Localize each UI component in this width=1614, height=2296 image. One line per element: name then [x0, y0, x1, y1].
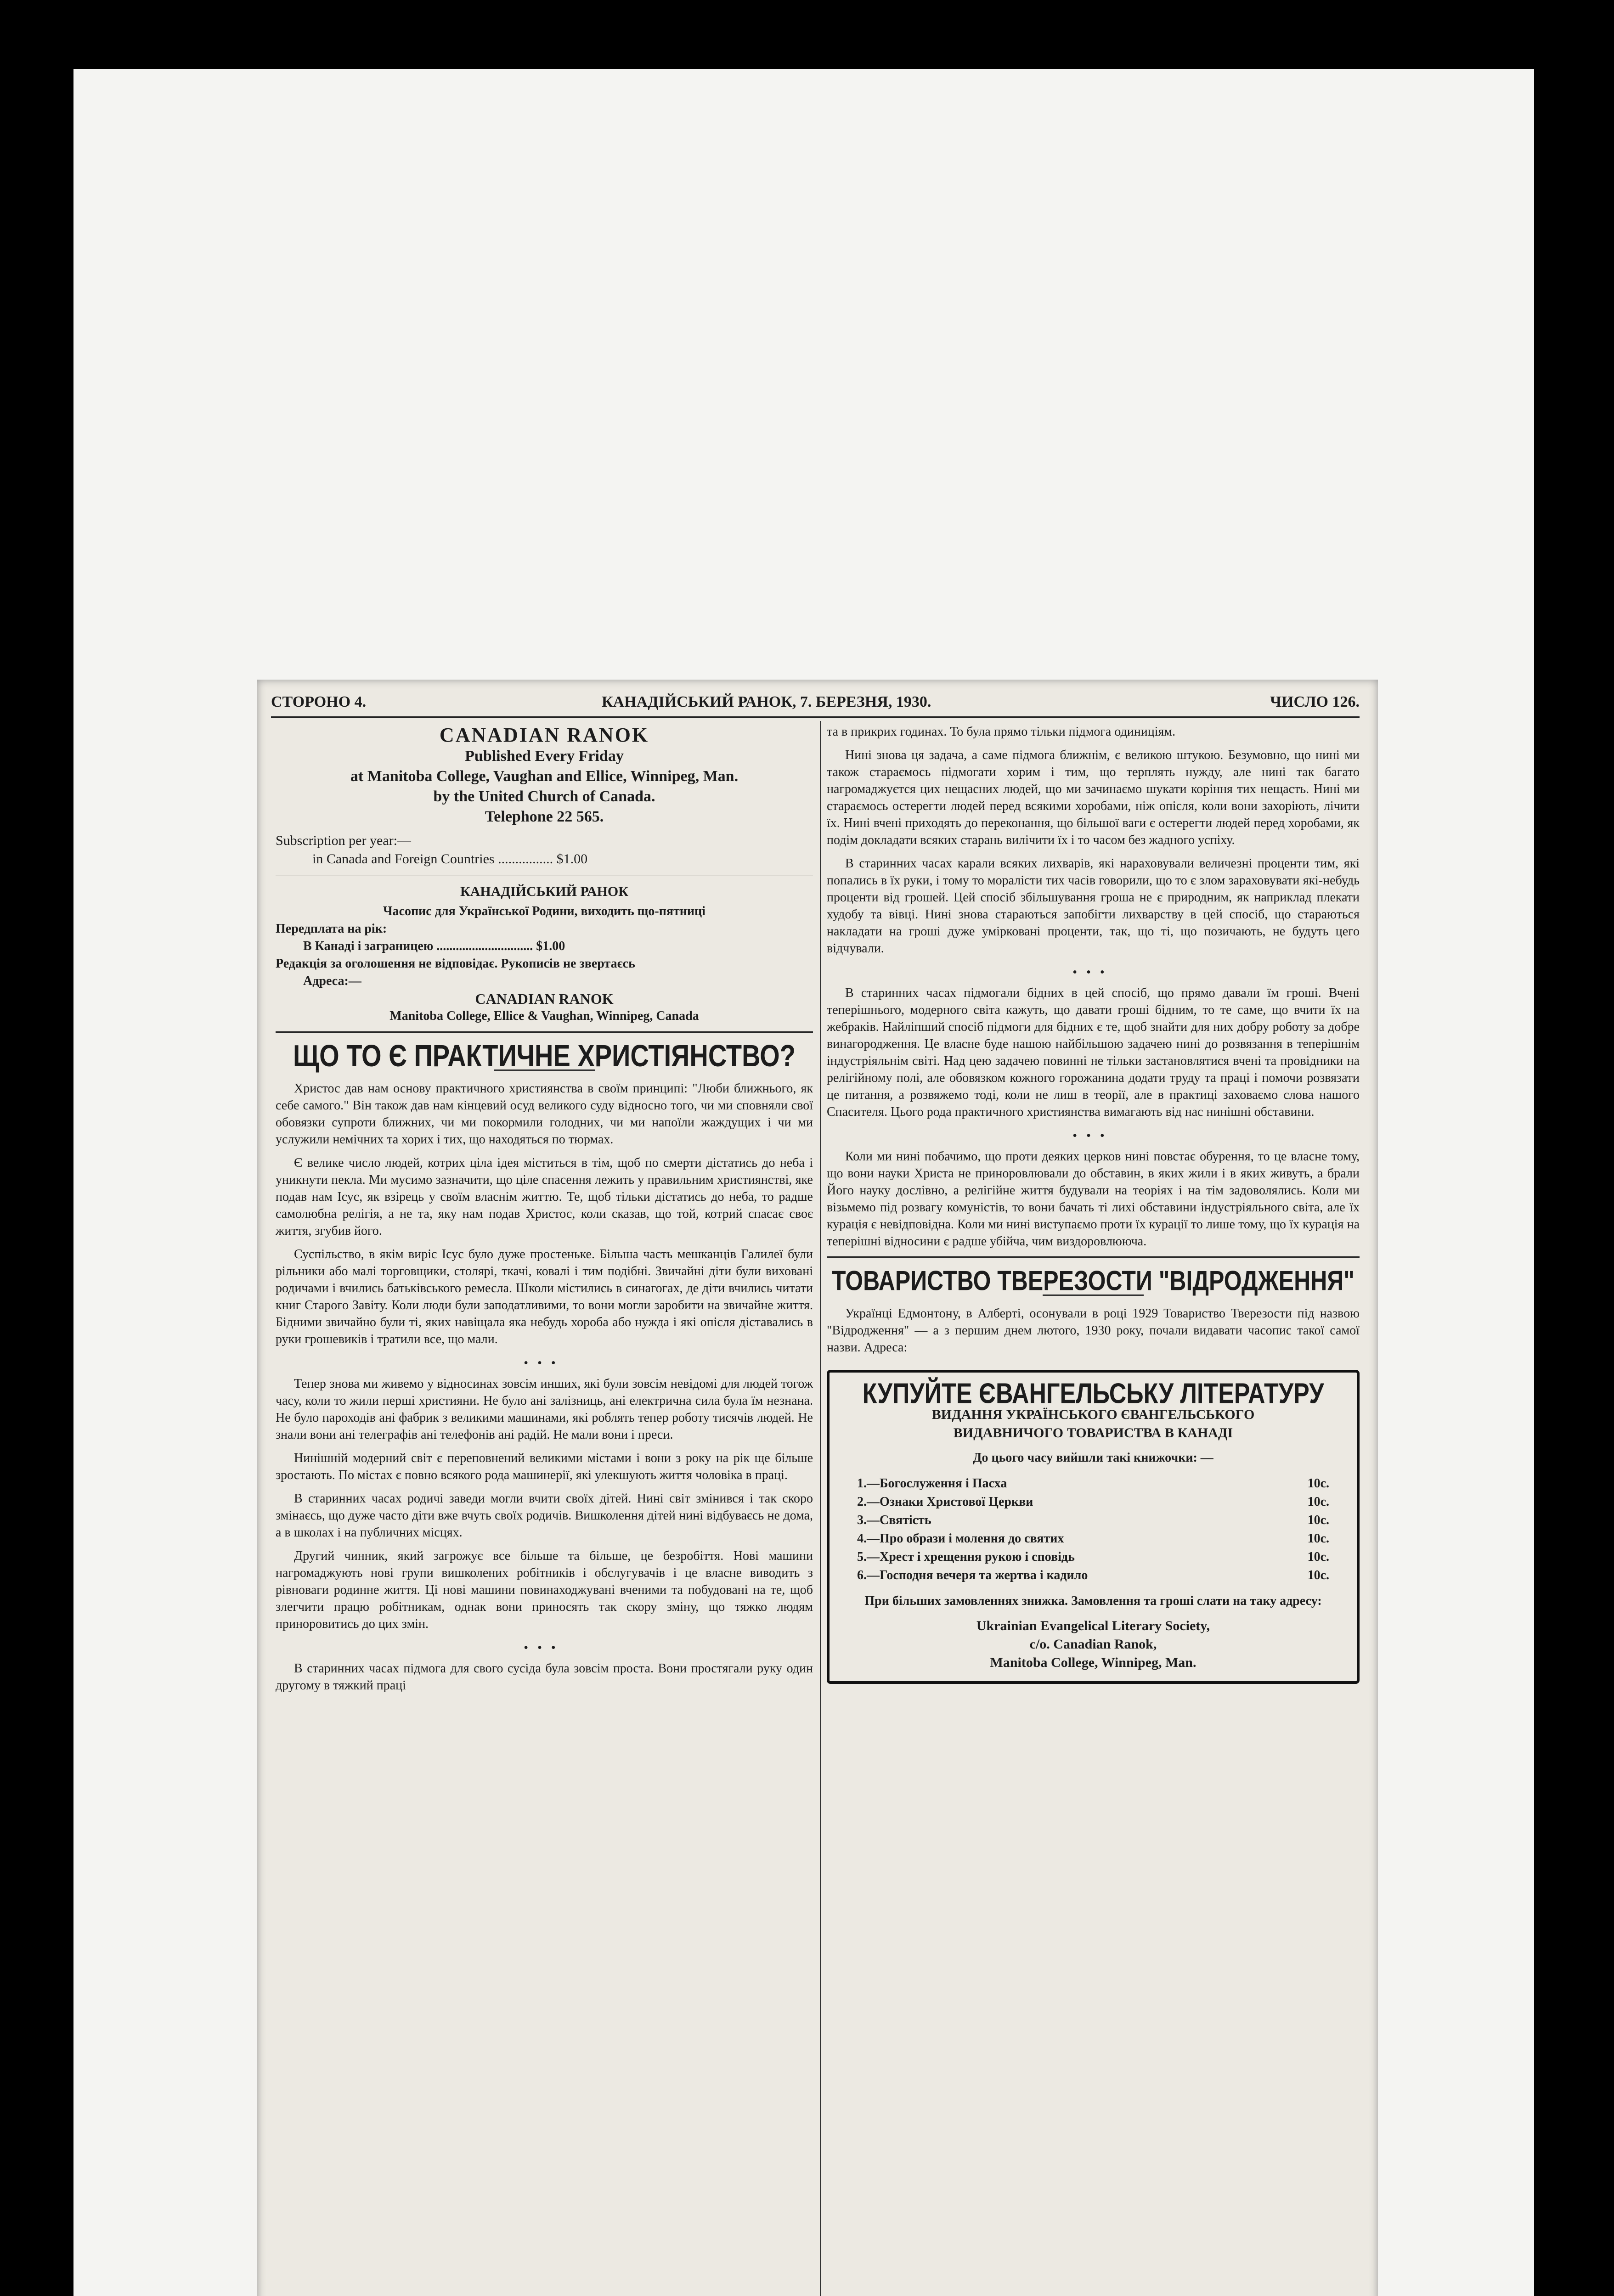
- subscription-price: in Canada and Foreign Countries ................ $1.00: [312, 851, 588, 867]
- issue-number: ЧИСЛО 126.: [1270, 693, 1360, 710]
- paper-title-date: КАНАДІЙСЬКИЙ РАНОК, 7. БЕРЕЗНЯ, 1930.: [602, 693, 931, 710]
- article-headline: ЩО ТО Є ПРАКТИЧНЕ ХРИСТІЯНСТВО?: [293, 1038, 796, 1073]
- masthead-line: by the United Church of Canada.: [433, 788, 655, 805]
- column-rule: [820, 721, 821, 2296]
- paragraph: В старинних часах підмога для свого сусіда була зовсім проста. Вони простягали руку один другому в тяжкий праці: [276, 1661, 813, 1693]
- masthead: [276, 726, 813, 827]
- section-dots: •••: [524, 1356, 565, 1370]
- ua-masthead-line: Адреса:—: [303, 974, 361, 988]
- book-item: [857, 1493, 1329, 1511]
- book-item: [857, 1511, 1329, 1530]
- page-header: [271, 689, 1360, 718]
- ua-masthead-line: В Канаді і заграницею .............................. $1.00: [303, 939, 565, 953]
- masthead-phone: Telephone 22 565.: [485, 808, 604, 825]
- book-item: [857, 1566, 1329, 1585]
- section-dots: •••: [1072, 1129, 1114, 1143]
- paragraph: В старинних часах родичі заведи могли вчити своїх дітей. Нині світ змінився і так скоро змінаєсь, що дуже часто діти вже вчуть своїх родичів. Вишколення дітей нині відбуваєсь не дома, а в школах і на публичних місцях.: [276, 1491, 813, 1540]
- ad-title: КУПУЙТЕ ЄВАНГЕЛЬСЬКУ ЛІТЕРАТУРУ: [862, 1378, 1324, 1410]
- masthead-line: Published Every Friday: [465, 748, 624, 765]
- ad-note: При більших замовленнях знижка. Замовлення та гроші слати на таку адресу:: [864, 1594, 1322, 1608]
- masthead-line: at Manitoba College, Vaughan and Ellice, Winnipeg, Man.: [350, 768, 739, 785]
- paragraph: та в прикрих годинах. То була прямо тільки підмога одиниціям.: [827, 725, 1176, 739]
- divider: [276, 1031, 813, 1033]
- book-list: [857, 1474, 1329, 1585]
- ua-masthead-line: Часопис для Української Родини, виходить що-пятниці: [383, 904, 705, 918]
- book-name: 3.—Святість: [857, 1513, 931, 1527]
- section-dots: •••: [1072, 965, 1114, 979]
- right-column: [827, 723, 1360, 1684]
- book-price: 10с.: [1307, 1568, 1329, 1582]
- advertisement-box: [827, 1370, 1360, 1684]
- article-headline: ТОВАРИСТВО ТВЕРЕЗОСТИ "ВІДРОДЖЕННЯ": [831, 1265, 1354, 1296]
- book-name: 4.—Про образи і молення до святих: [857, 1531, 1064, 1546]
- book-item: [857, 1530, 1329, 1548]
- paragraph: В старинних часах підмогали бідних в цей спосіб, що прямо давали їм гроші. Вчені теперішнього, модерного світа кажуть, що давати гроші бідним, то те саме, що вчити їх на жебраків. Найліпший спосіб підмоги для бідних є те, щоб знайти для них добру роботу за добре винагородження. Це власне буде нашою найбільшою задачею нині до розвязання в теперішнім індустріяльнім світі. Над цею задачею повинні не тільки застановлятися вчені та провідники на релігійному полі, але обовязком кожного горожанина додати труду та праці і помочи розвязати це питання, а розвяжемо тоді, коли не лиш в теорії, але в практиці заховаємо слова нашого Спасителя. Цього рода практичного християнства вимагають від нас нинішні обставини.: [827, 986, 1360, 1119]
- paragraph: Тепер знова ми живемо у відносинах зовсім инших, які були зовсім невідомі для людей тогож часу, коли то жили перші християни. Не було ані залізниць, ані електрична сила була їм незнана. Не було пароходів ані фабрик з великими машинами, які роблять тепер роботу тисячів людей. Не знали вони ані телеграфів ані телефонів ані радій. Не мали вони і преси.: [276, 1377, 813, 1442]
- paragraph: Суспільство, в якім виріс Ісус було дуже простеньке. Більша часть мешканців Галилеї були рільники або малі торговщики, столярі, ткачі, ковалі і тим подібні. Звичайні діти були виховані родичами і вчились батьківського ремесла. Школи містились в синагогах, де діти вчились читати книг Старого Завіту. Коли люди були заподатливими, то вони могли заробити на звичайне життя. Бідними звичайно були ті, яких навіщала яка небудь хороба або нужда і які опісля діставались в руки грошевиків і тратили все, що мали.: [276, 1247, 813, 1346]
- ad-subtitle: ВИДАВНИЧОГО ТОВАРИСТВА В КАНАДІ: [953, 1425, 1233, 1441]
- paragraph: Нині знова ця задача, а саме підмога ближнім, є великою штукою. Безумовно, що нині ми також стараємось підмогати хорим і тим, що терплять нужду, але нині так багато нагромаджуєтся цих нещасних людей, що ми зачинаємо шукати коріння тих нещасть. Нині ми стараємось остерегти людей перед всякими хоробами, ніж опісля, коли вони захоріють, лічити їх. Нині вчені приходять до переконання, що більшої ваги є остерегти людей перед хоробами, як подім докладати всяких старань вилічити їх і то часом без жадного успіху.: [827, 748, 1360, 847]
- newspaper-page: [257, 680, 1378, 2296]
- ua-masthead-title: КАНАДІЙСЬКИЙ РАНОК: [460, 884, 629, 899]
- masthead-title: CANADIAN RANOK: [439, 724, 649, 746]
- book-price: 10с.: [1307, 1550, 1329, 1564]
- divider: [276, 875, 813, 876]
- book-name: 6.—Господня вечеря та жертва і кадило: [857, 1568, 1088, 1582]
- address-line: Manitoba College, Winnipeg, Man.: [990, 1655, 1196, 1670]
- address-line: c/o. Canadian Ranok,: [1029, 1637, 1157, 1652]
- book-price: 10с.: [1307, 1513, 1329, 1527]
- ad-intro: До цього часу вийшли такі книжочки: —: [973, 1451, 1213, 1465]
- book-price: 10с.: [1307, 1531, 1329, 1546]
- ua-masthead-line: Редакція за оголошення не відповідає. Рукописів не звертаєсь: [276, 957, 635, 971]
- section-dots: •••: [524, 1641, 565, 1655]
- paragraph: Коли ми нині побачимо, що проти деяких церков нині повстає обурення, то це власне тому, що вони науки Христа не приноровлювали до обставин, в яких жили і в яких живуть, а брали Його науку дослівно, а релігійне життя будували на теоріях і на тім задоволялись. Коли ми візьмемо під розвагу комуністів, то вони бачать ті лихі обставини індустріяльного світа, але їх курація є невідповідна. Коли ми нині виступаємо проти їх курації то лише тому, що їх курація на теперішні відносини є радше убійча, чим виздоровлююча.: [827, 1149, 1360, 1249]
- book-item: [857, 1548, 1329, 1566]
- book-name: 1.—Богослуження і Пасха: [857, 1476, 1007, 1491]
- paragraph: Українці Едмонтону, в Алберті, осонували в році 1929 Товариство Тверезости під назвою "Відродження" — а з першим днем лютого, 1930 року, почали видавати часопис такої самої назви. Адреса:: [827, 1306, 1360, 1355]
- address-line: Ukrainian Evangelical Literary Society,: [976, 1618, 1210, 1633]
- book-name: 5.—Хрест і хрещення рукою і сповідь: [857, 1550, 1075, 1564]
- page-number: СТОРОНО 4.: [271, 693, 367, 710]
- ad-subtitle: ВИДАННЯ УКРАЇНСЬКОГО ЄВАНГЕЛЬСЬКОГО: [931, 1407, 1255, 1422]
- subscription-label: Subscription per year:—: [276, 833, 411, 848]
- book-price: 10с.: [1307, 1495, 1329, 1509]
- ua-masthead-line: Передплата на рік:: [276, 922, 387, 936]
- paragraph: Христос дав нам основу практичного християнства в своїм принципі: "Люби ближнього, як себе самого." Він також дав нам кінцевий осуд великого суду відносно того, чи ми сповняли свої обовязки супроти ближних, чи ми покормили голодних, чи ми напоїли жаждущих і чи ми услужили немічних та хорих і тих, що находяться по тюрмах.: [276, 1081, 813, 1147]
- paragraph: Другий чинник, який загрожує все більше та більше, це безробіття. Нові машини нагромаджують нові групи вишколених робітників і обслугувачів і це власне виводить з рівноваги родинне життя. Ці нові машини повинаходжувані вченими та побудовані на те, щоб злегчити працю робітникам, однак вони приносять так скору зміну, що тяжко людям приноровитись до цих змін.: [276, 1549, 813, 1631]
- ua-masthead-line: CANADIAN RANOK: [475, 990, 614, 1007]
- book-price: 10с.: [1307, 1476, 1329, 1491]
- ua-masthead-line: Manitoba College, Ellice & Vaughan, Winnipeg, Canada: [389, 1009, 699, 1023]
- left-column: [276, 723, 813, 1700]
- paragraph: В старинних часах карали всяких лихварів, які нараховували величезні проценти тим, які попались в їх руки, і тому то моралісти тих часів говорили, що то є злом зараховувати які-небудь проценти від грошей. Цей спосіб збільшування гроша не є природним, як наприклад плекати худобу та вівці. Нині знова стараються запобігти лихварству в цей спосіб, що стараються накладати на гроші дуже умірковані проценти, так, що ті, що позичають, не будуть цего відчували.: [827, 856, 1360, 956]
- book-item: [857, 1474, 1329, 1493]
- book-name: 2.—Ознаки Христової Церкви: [857, 1495, 1033, 1509]
- paragraph: Є велике число людей, котрих ціла ідея міститься в тім, щоб по смерти дістатись до неба і уникнути пекла. Ми мусимо зазначити, що ціле спасення лежить у правильним християнстві, яке подав нам Ісус, як взірець у своїм власнім життю. Те, щоб тільки дістатись до неба, то радше самолюбна релігія, а не та, яку нам подав Христос, коли сказав, що той, котрий спасає своє життя, згубив його.: [276, 1156, 813, 1238]
- paragraph: Нинішній модерний світ є переповнений великими містами і вони з року на рік ще більше зростають. По містах є повно всякого рода машинерії, які улекшують життя чоловіка в праці.: [276, 1451, 813, 1482]
- divider: [827, 1256, 1360, 1258]
- subscription: [276, 832, 813, 868]
- ua-masthead: [276, 883, 813, 1025]
- ad-address: [843, 1617, 1343, 1672]
